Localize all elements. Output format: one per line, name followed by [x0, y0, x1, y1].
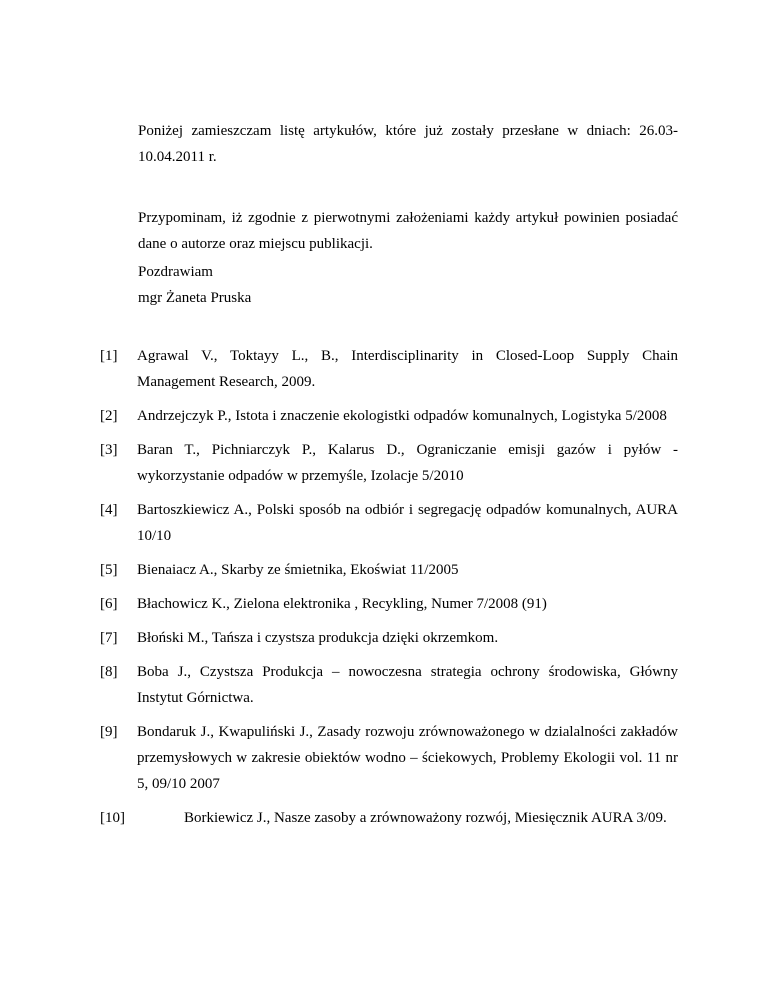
reference-item	[100, 403, 678, 429]
reference-item	[100, 557, 678, 583]
reference-text: Boba J., Czystsza Produkcja – nowoczesna strategia ochrony środowiska, Główny Instytut Górnictwa.	[137, 664, 678, 706]
reference-text: Bondaruk J., Kwapuliński J., Zasady rozwoju zrównoważonego w dzialalności zakładów przemysłowych w zakresie obiektów wodno – ściekowych, Problemy Ekologii vol. 11 nr 5, 09/10 2007	[137, 724, 678, 792]
reference-item	[100, 625, 678, 651]
reference-number: [9]	[100, 724, 118, 740]
reference-text: Agrawal V., Toktayy L., B., Interdisciplinarity in Closed-Loop Supply Chain Management Research, 2009.	[137, 348, 678, 390]
reference-text: Borkiewicz J., Nasze zasoby a zrównoważony rozwój, Miesięcznik AURA 3/09.	[184, 810, 667, 826]
reference-number: [6]	[100, 596, 118, 612]
reference-text: Bienaiacz A., Skarby ze śmietnika, Ekoświat 11/2005	[137, 562, 459, 578]
reference-number: [2]	[100, 408, 118, 424]
greeting: Pozdrawiam	[138, 264, 213, 280]
reference-number: [7]	[100, 630, 118, 646]
reference-item	[100, 343, 678, 395]
intro-paragraph-reminder: Przypominam, iż zgodnie z pierwotnymi założeniami każdy artykuł powinien posiadać dane o autorze oraz miejscu publikacji.	[138, 210, 678, 252]
reference-item	[100, 659, 678, 711]
reference-item	[100, 719, 678, 797]
reference-number: [10]	[100, 810, 125, 826]
reference-text: Baran T., Pichniarczyk P., Kalarus D., Ograniczanie emisji gazów i pyłów - wykorzystanie odpadów w przemyśle, Izolacje 5/2010	[137, 442, 678, 484]
reference-number: [8]	[100, 664, 118, 680]
reference-text: Andrzejczyk P., Istota i znaczenie ekologistki odpadów komunalnych, Logistyka 5/2008	[137, 408, 667, 424]
reference-text: Błachowicz K., Zielona elektronika , Recykling, Numer 7/2008 (91)	[137, 596, 547, 612]
reference-number: [4]	[100, 502, 118, 518]
intro-paragraph-dates: Poniżej zamieszczam listę artykułów, które już zostały przesłane w dniach: 26.03-10.04.2011 r.	[138, 123, 678, 165]
reference-text: Bartoszkiewicz A., Polski sposób na odbiór i segregację odpadów komunalnych, AURA 10/10	[137, 502, 678, 544]
signature: mgr Żaneta Pruska	[138, 290, 252, 306]
reference-item	[100, 437, 678, 489]
reference-item	[100, 497, 678, 549]
reference-number: [1]	[100, 348, 118, 364]
reference-item	[100, 591, 678, 617]
reference-text: Błoński M., Tańsza i czystsza produkcja dzięki okrzemkom.	[137, 630, 499, 646]
reference-item	[100, 805, 678, 831]
reference-number: [3]	[100, 442, 118, 458]
reference-number: [5]	[100, 562, 118, 578]
reference-list	[100, 343, 678, 839]
